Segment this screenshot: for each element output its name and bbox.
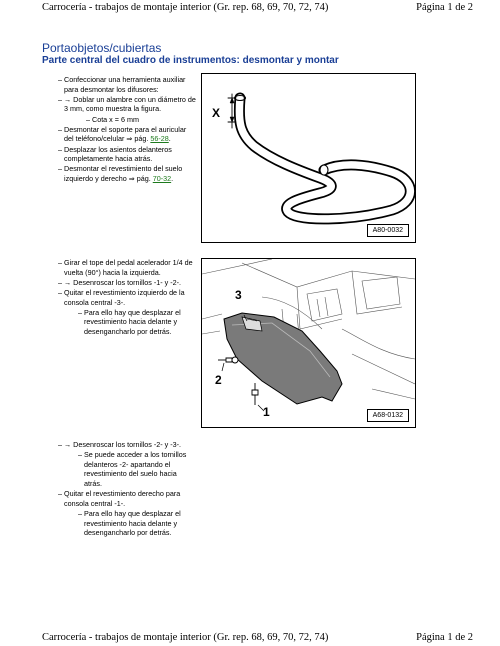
step-subitem: – Se puede acceder a los tornillos delanteros -2- apartando el revestimiento del suelo hacia atrás.	[58, 450, 196, 488]
step-item: – → Desenroscar los tornillos -2- y -3-.	[58, 440, 196, 450]
figure-code: A80-0032	[367, 224, 409, 237]
step-item: – Quitar el revestimiento izquierdo de la consola central -3-.	[58, 288, 196, 307]
step-item: – Desmontar el revestimiento del suelo izquierdo y derecho ⇒ pág. 70-32.	[58, 164, 196, 183]
header-page-number: Página 1 de 2	[416, 2, 473, 13]
callout-3: 3	[235, 288, 242, 302]
steps-list-1	[58, 75, 196, 184]
figure-code: A68-0132	[367, 409, 409, 422]
callout-1: 1	[263, 405, 270, 419]
figure-wire-tool	[201, 73, 416, 243]
running-header	[42, 1, 473, 15]
page-link-56-28[interactable]: 56-28	[150, 134, 169, 144]
running-footer	[42, 631, 473, 645]
callout-2: 2	[215, 373, 222, 387]
footer-page-number: Página 1 de 2	[416, 632, 473, 643]
page-title: Portaobjetos/cubiertas	[42, 41, 162, 55]
step-item: – Girar el tope del pedal acelerador 1/4 de vuelta (90°) hacia la izquierda.	[58, 258, 196, 277]
console-trim-drawing	[202, 259, 415, 427]
dimension-label-x: X	[212, 106, 221, 120]
step-subitem: – Cota x = 6 mm	[58, 115, 196, 125]
step-item: – Desplazar los asientos delanteros completamente hacia atrás.	[58, 145, 196, 164]
step-item: – → Desenroscar los tornillos -1- y -2-.	[58, 278, 196, 288]
page-subtitle: Parte central del cuadro de instrumentos: desmontar y montar	[42, 55, 339, 66]
page-link-70-32[interactable]: 70-32	[152, 173, 172, 183]
wire-tool-drawing	[202, 74, 415, 242]
steps-list-2	[58, 258, 196, 337]
footer-title: Carrocería - trabajos de montaje interior (Gr. rep. 68, 69, 70, 72, 74)	[42, 632, 329, 643]
step-subitem: – Para ello hay que desplazar el revestimiento hacia delante y desengancharlo por detrás.	[58, 308, 196, 337]
step-item: – Desmontar el soporte para el auricular del teléfono/celular ⇒ pág. 56-28.	[58, 125, 196, 144]
figure-console-trim	[201, 258, 416, 428]
step-item: – Confeccionar una herramienta auxiliar para desmontar los difusores:	[58, 75, 196, 94]
step-item: – → Doblar un alambre con un diámetro de 3 mm, como muestra la figura.	[58, 95, 196, 114]
step-item: – Quitar el revestimiento derecho para consola central -1-.	[58, 489, 196, 508]
header-title: Carrocería - trabajos de montaje interior (Gr. rep. 68, 69, 70, 72, 74)	[42, 2, 329, 13]
steps-list-3	[58, 440, 196, 538]
step-subitem: – Para ello hay que desplazar el revestimiento hacia delante y desengancharlo por detrás.	[58, 509, 196, 538]
